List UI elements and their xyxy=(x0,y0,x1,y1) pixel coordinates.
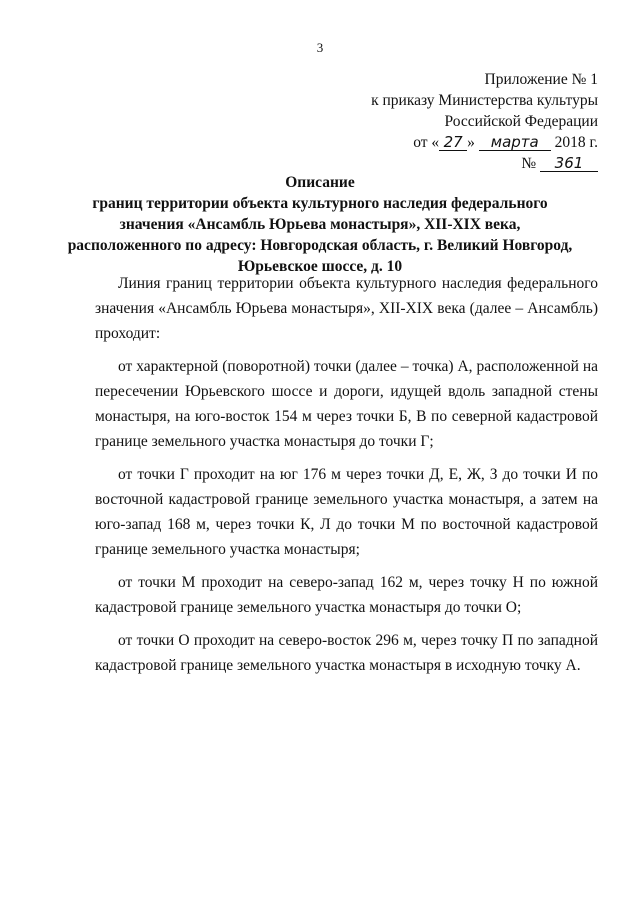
title-line: расположенного по адресу: Новгородская область, г. Великий Новгород, xyxy=(67,237,573,254)
number-prefix: № xyxy=(521,155,537,172)
title-line: Юрьевское шоссе, д. 10 xyxy=(237,258,403,275)
text-line: значения «Ансамбль Юрьева монастыря», XII-XIX века (далее – Ансамбль) xyxy=(95,300,598,317)
text-line: от точки Г проходит на юг 176 м через точки Д, Е, Ж, З до точки И по xyxy=(118,466,598,483)
text-line: границе земельного участка монастыря; xyxy=(95,541,360,558)
text-line: монастыря, на юго-восток 154 м через точки Б, В по северной кадастровой xyxy=(95,408,598,425)
appendix-title: Приложение № 1 xyxy=(484,71,598,88)
paragraph xyxy=(95,271,598,346)
text-line: Линия границ территории объекта культурного наследия федерального xyxy=(118,275,598,292)
title-line: Описание xyxy=(285,174,355,191)
date-month-handwritten: марта xyxy=(479,134,551,151)
paragraph xyxy=(95,354,598,454)
page-number: 3 xyxy=(316,40,324,55)
date-year: 2018 г. xyxy=(554,134,598,151)
date-mid: » xyxy=(467,134,475,151)
order-number-handwritten: 361 xyxy=(540,155,598,172)
text-line: юго-запад 168 м, через точки К, Л до точки М по восточной кадастровой xyxy=(95,516,598,533)
appendix-number-line xyxy=(371,153,598,174)
appendix-date-line xyxy=(371,132,598,153)
date-day-handwritten: 27 xyxy=(439,134,467,151)
appendix-ministry-line: Российской Федерации xyxy=(444,113,598,130)
text-line: от точки М проходит на северо-запад 162 м, через точку Н по южной xyxy=(118,574,598,591)
title-line: значения «Ансамбль Юрьева монастыря», XII-XIX века, xyxy=(119,216,521,233)
text-line: от характерной (поворотной) точки (далее – точка) А, расположенной на xyxy=(118,358,598,375)
document-title xyxy=(60,172,580,277)
text-line: проходит: xyxy=(95,325,161,342)
text-line: пересечении Юрьевского шоссе и дороги, идущей вдоль западной стены xyxy=(95,383,598,400)
appendix-header xyxy=(371,69,598,174)
paragraph xyxy=(95,462,598,562)
text-line: от точки О проходит на северо-восток 296 м, через точку П по западной xyxy=(118,632,598,649)
title-line: границ территории объекта культурного наследия федерального xyxy=(92,195,548,212)
paragraph xyxy=(95,628,598,678)
text-line: границе земельного участка монастыря до точки Г; xyxy=(95,433,434,450)
text-line: восточной кадастровой границе земельного участка монастыря, а затем на xyxy=(95,491,598,508)
appendix-order-line: к приказу Министерства культуры xyxy=(371,92,598,109)
body-text xyxy=(95,271,598,686)
text-line: кадастровой границе земельного участка монастыря в исходную точку А. xyxy=(95,657,581,674)
paragraph xyxy=(95,570,598,620)
text-line: кадастровой границе земельного участка монастыря до точки О; xyxy=(95,599,522,616)
date-prefix: от « xyxy=(413,134,440,151)
